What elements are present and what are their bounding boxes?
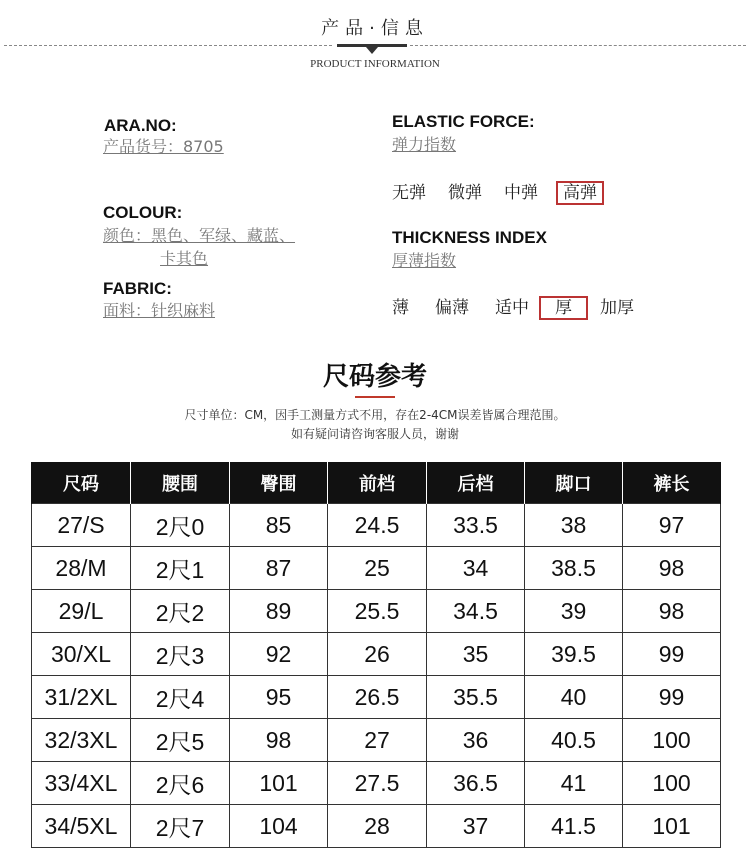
thickness-value: 厚薄指数 [392,251,457,270]
table-cell: 95 [230,676,328,719]
table-cell: 32/3XL [32,719,131,762]
elastic-option-high-selected: 高弹 [556,181,604,205]
header-length: 裤长 [623,462,721,504]
elastic-options [392,178,604,205]
elastic-option-medium: 中弹 [504,183,538,203]
table-cell: 35 [427,633,525,676]
header-front-rise: 前档 [328,462,427,504]
table-cell: 104 [230,805,328,848]
section-subtitle: PRODUCT INFORMATION [310,58,440,70]
table-cell: 41.5 [525,805,623,848]
size-table [31,462,721,848]
table-cell: 2尺0 [131,504,230,547]
table-cell: 89 [230,590,328,633]
table-cell: 27.5 [328,762,427,805]
header-waist: 腰围 [131,462,230,504]
table-cell: 2尺1 [131,547,230,590]
size-reference-title: 尺码参考 [322,362,427,392]
colour-value-line2: 卡其色 [160,249,209,268]
table-cell: 33.5 [427,504,525,547]
size-note-line2: 如有疑问请咨询客服人员，谢谢 [290,427,459,441]
table-cell: 92 [230,633,328,676]
table-cell: 33/4XL [32,762,131,805]
thickness-option-moderate: 适中 [495,298,529,318]
table-cell: 27/S [32,504,131,547]
table-cell: 34/5XL [32,805,131,848]
table-cell: 98 [230,719,328,762]
table-row [32,547,721,590]
table-cell: 39.5 [525,633,623,676]
table-cell: 35.5 [427,676,525,719]
elastic-value: 弹力指数 [392,135,457,154]
table-row [32,633,721,676]
fabric-label: FABRIC: [103,279,172,298]
table-row [32,805,721,848]
header-size: 尺码 [32,462,131,504]
down-triangle-icon [366,47,378,54]
table-row [32,676,721,719]
table-cell: 2尺3 [131,633,230,676]
dashed-divider-right [410,45,746,46]
header-back-rise: 后档 [427,462,525,504]
table-cell: 41 [525,762,623,805]
table-cell: 36 [427,719,525,762]
thickness-options [392,293,634,320]
table-cell: 37 [427,805,525,848]
table-cell: 31/2XL [32,676,131,719]
thickness-option-thin: 薄 [392,298,409,318]
table-cell: 26.5 [328,676,427,719]
table-cell: 2尺6 [131,762,230,805]
table-cell: 100 [623,719,721,762]
table-cell: 2尺2 [131,590,230,633]
elastic-option-slight: 微弹 [448,183,482,203]
table-cell: 28/M [32,547,131,590]
colour-value-line1: 颜色：黑色、军绿、藏蓝、 [103,226,296,245]
dashed-divider-left [4,45,332,46]
table-cell: 29/L [32,590,131,633]
table-cell: 34 [427,547,525,590]
table-header-row [32,462,721,504]
table-cell: 2尺7 [131,805,230,848]
table-cell: 26 [328,633,427,676]
art-no-value: 产品货号：8705 [103,137,224,156]
table-cell: 25 [328,547,427,590]
colour-label: COLOUR: [103,203,183,222]
table-cell: 99 [623,676,721,719]
table-cell: 38.5 [525,547,623,590]
header-leg-opening: 脚口 [525,462,623,504]
table-row [32,762,721,805]
table-cell: 2尺4 [131,676,230,719]
table-row [32,504,721,547]
table-cell: 100 [623,762,721,805]
table-cell: 40.5 [525,719,623,762]
table-cell: 25.5 [328,590,427,633]
table-cell: 2尺5 [131,719,230,762]
table-cell: 38 [525,504,623,547]
table-cell: 28 [328,805,427,848]
elastic-option-none: 无弹 [392,183,426,203]
table-cell: 24.5 [328,504,427,547]
size-note-line1: 尺寸单位：CM，因手工测量方式不用，存在2-4CM误差皆属合理范围。 [184,408,566,422]
thickness-option-slightly-thin: 偏薄 [435,298,469,318]
table-cell: 98 [623,547,721,590]
thickness-label: THICKNESS INDEX [392,228,547,247]
table-cell: 30/XL [32,633,131,676]
table-row [32,590,721,633]
table-cell: 39 [525,590,623,633]
table-cell: 99 [623,633,721,676]
table-cell: 101 [623,805,721,848]
art-no-label: ARA.NO: [104,116,177,135]
thickness-option-extra-thick: 加厚 [600,298,634,318]
table-cell: 87 [230,547,328,590]
table-cell: 34.5 [427,590,525,633]
table-cell: 36.5 [427,762,525,805]
size-title-underline [355,396,395,398]
header-hip: 臀围 [230,462,328,504]
elastic-label: ELASTIC FORCE: [392,112,535,131]
fabric-value: 面料：针织麻料 [103,301,216,320]
table-cell: 98 [623,590,721,633]
table-cell: 85 [230,504,328,547]
table-cell: 97 [623,504,721,547]
table-cell: 101 [230,762,328,805]
table-cell: 40 [525,676,623,719]
table-row [32,719,721,762]
table-cell: 27 [328,719,427,762]
thickness-option-thick-selected: 厚 [539,296,588,320]
section-title: 产品·信息 [321,18,429,39]
